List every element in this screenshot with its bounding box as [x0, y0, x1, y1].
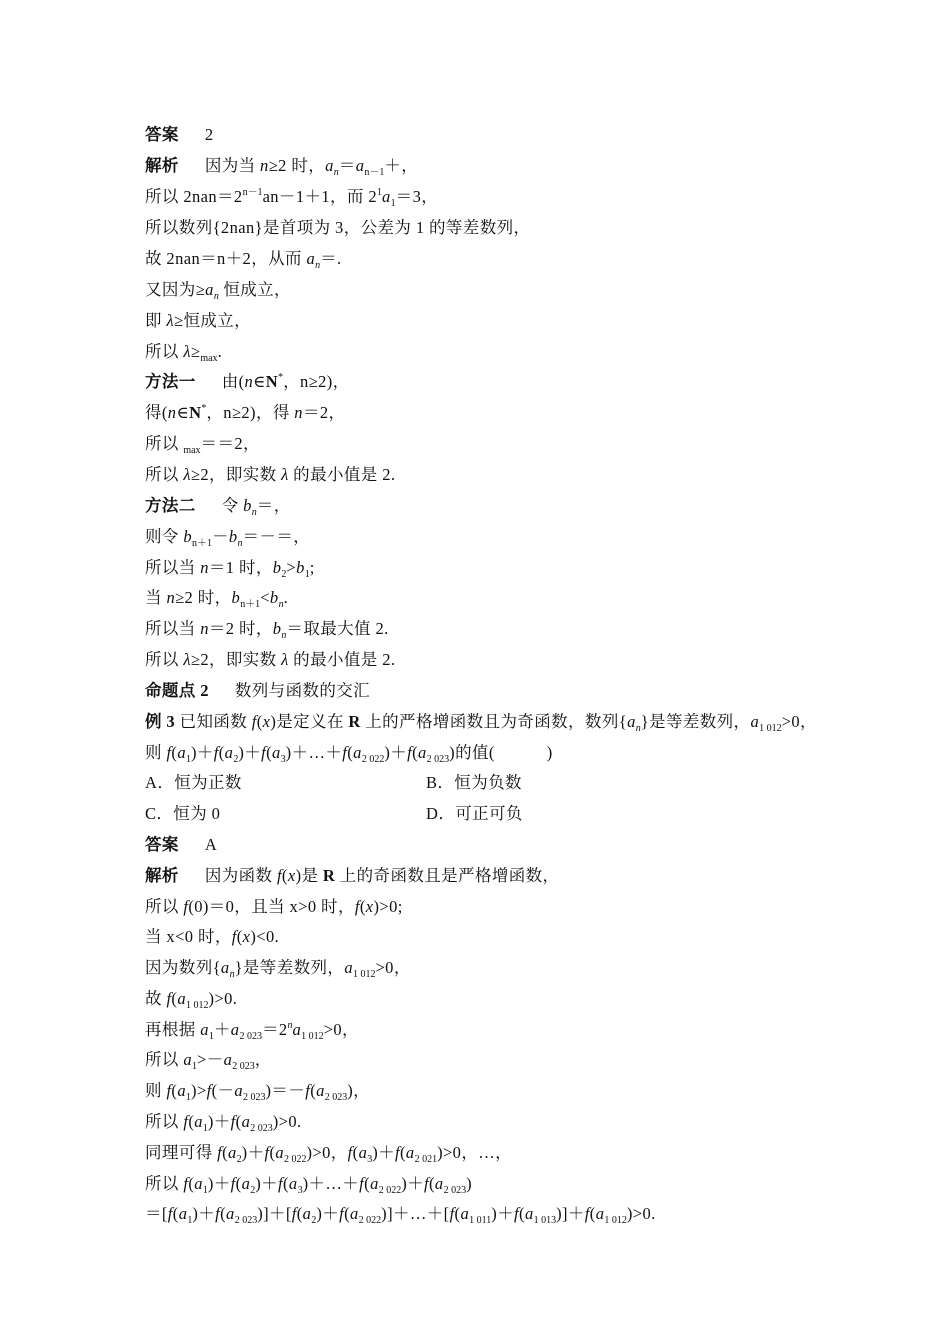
method-one-line-1: 方法一 由(n∈N*，n≥2)，	[145, 372, 350, 391]
method-one-line-4: 所以 λ≥2，即实数 λ 的最小值是 2.	[145, 465, 396, 484]
solution-line-12: $=[f(a_1)+f(a_{2 023})]+[f(a_2)+f(a_{2 022})]+\dots+[f(a_{1 011})+f(a_{1 013})]+f(a_{1 012})>0$.	[145, 1204, 656, 1226]
solution-line-8: 则 $f(a_1)>f(-a_{2 023})=-f(a_{2 023})$，	[145, 1081, 371, 1103]
analysis-line-2: 所以 $2nan=2^{n-1}an-1+1$，而 $2^1a_1=3$，	[145, 187, 439, 209]
method-two-line-3: 所以当 n＝1 时，$b_2>b_1$;	[145, 558, 315, 580]
analysis-line-1: 解析 因为当 n≥2 时，$a_n=a_{n-1}+$，	[145, 156, 419, 178]
solution-line-11: 所以 $f(a_1)+f(a_2)+f(a_3)+\dots+f(a_{2 022})+f(a_{2 023})$	[145, 1174, 472, 1196]
analysis-line-6: 即 λ≥恒成立，	[145, 311, 252, 330]
example-question-line-2: 则 $f(a_1)+f(a_2)+f(a_3)+\dots+f(a_{2 022})+f(a_{2 023})$的值( )	[145, 743, 553, 765]
method-one-line-3: 所以 $_{max}$＝＝2，	[145, 434, 260, 456]
section-heading: 命题点 2 数列与函数的交汇	[145, 681, 371, 700]
solution-line-3: 当 x<0 时，f(x)<0.	[145, 927, 280, 946]
solution-line-2: 所以 f(0)＝0，且当 x>0 时，f(x)>0;	[145, 897, 403, 916]
option-b: B．恒为负数	[426, 773, 522, 792]
method-two-line-6: 所以 λ≥2，即实数 λ 的最小值是 2.	[145, 650, 396, 669]
analysis-line-5: 又因为$\ge a_n$ 恒成立，	[145, 280, 291, 302]
method-two-line-4: 当 n≥2 时，$b_{n+1}<b_n$.	[145, 588, 289, 610]
solution-line-10: 同理可得 $f(a_2)+f(a_{2 022})>0$，$f(a_3)+f(a_{2 021})>0$，…，	[145, 1143, 513, 1165]
method-two-line-2: 则令 $b_{n+1}-b_n=-=$，	[145, 527, 311, 549]
solution-line-1: 解析 因为函数 f(x)是 R 上的奇函数且是严格增函数，	[145, 866, 560, 885]
solution-line-6: 再根据 $a_1+a_{2 023}=2^na_{1 012}>0$，	[145, 1020, 359, 1042]
method-one-line-2: 得(n∈N*，n≥2)，得 n＝2，	[145, 403, 346, 422]
solution-line-4: 因为数列$\{a_n\}$是等差数列，$a_{1 012}>0$，	[145, 958, 411, 980]
option-c: C．恒为 0	[145, 804, 221, 823]
analysis-line-3: 所以数列{2nan}是首项为 3，公差为 1 的等差数列，	[145, 218, 531, 237]
method-two-line-5: 所以当 n＝2 时，$b_n=$取最大值 2.	[145, 619, 389, 641]
option-d: D．可正可负	[426, 804, 523, 823]
option-a: A．恒为正数	[145, 773, 242, 792]
answer-line-1: 答案 2	[145, 125, 214, 144]
solution-line-5: 故 $f(a_{1 012})>0$.	[145, 989, 238, 1011]
analysis-line-7: 所以 $\lambda\ge_{max}$.	[145, 342, 223, 364]
solution-line-9: 所以 $f(a_1)+f(a_{2 023})>0$.	[145, 1112, 302, 1134]
answer-line-2: 答案 A	[145, 835, 218, 854]
solution-line-7: 所以 $a_1>-a_{2 023}$，	[145, 1050, 272, 1072]
example-question-line-1: 例 3 已知函数 f(x)是定义在 R 上的严格增函数且为奇函数，数列$\{a_n\}$是等差数列，$a_{1 012}>0$，	[145, 712, 817, 734]
method-two-line-1: 方法二 令 $b_n=$，	[145, 496, 291, 518]
analysis-line-4: 故 2nan＝n＋2，从而 $a_n=$.	[145, 249, 342, 271]
